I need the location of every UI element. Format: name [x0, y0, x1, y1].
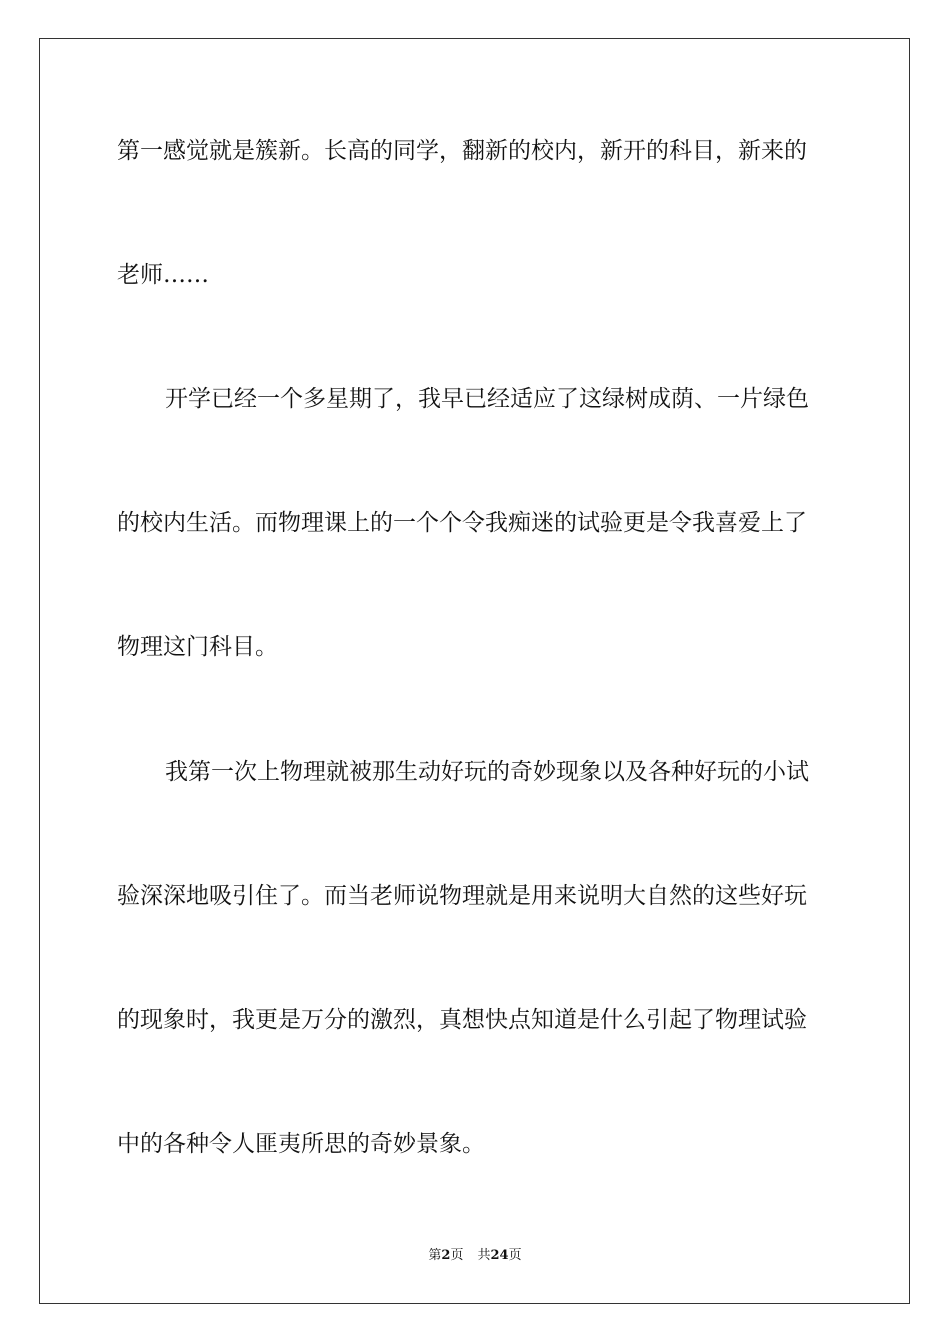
paragraph-line: 第一感觉就是簇新。长高的同学，翻新的校内，新开的科目，新来的 — [117, 138, 807, 164]
paragraph-line: 我第一次上物理就被那生动好玩的奇妙现象以及各种好玩的小试 — [165, 759, 809, 785]
paragraph-line: 的校内生活。而物理课上的一个个令我痴迷的试验更是令我喜爱上了 — [117, 510, 807, 536]
page-prefix: 第 — [428, 1248, 442, 1263]
paragraph-line: 验深深地吸引住了。而当老师说物理就是用来说明大自然的这些好玩 — [117, 883, 807, 909]
total-suffix: 页 — [508, 1248, 522, 1263]
total-prefix: 共 — [477, 1248, 491, 1263]
page-suffix: 页 — [450, 1248, 464, 1263]
paragraph-line: 物理这门科目。 — [117, 634, 278, 660]
paragraph-line: 的现象时，我更是万分的激烈，真想快点知道是什么引起了物理试验 — [117, 1007, 807, 1033]
page-number: 2 — [441, 1248, 451, 1263]
page-border — [39, 38, 910, 1304]
paragraph-line: 开学已经一个多星期了，我早已经适应了这绿树成荫、一片绿色 — [165, 386, 809, 412]
paragraph-line: 老师…… — [117, 262, 209, 288]
page-footer — [0, 1247, 950, 1265]
total-pages: 24 — [490, 1248, 509, 1263]
paragraph-line: 中的各种令人匪夷所思的奇妙景象。 — [117, 1131, 485, 1157]
